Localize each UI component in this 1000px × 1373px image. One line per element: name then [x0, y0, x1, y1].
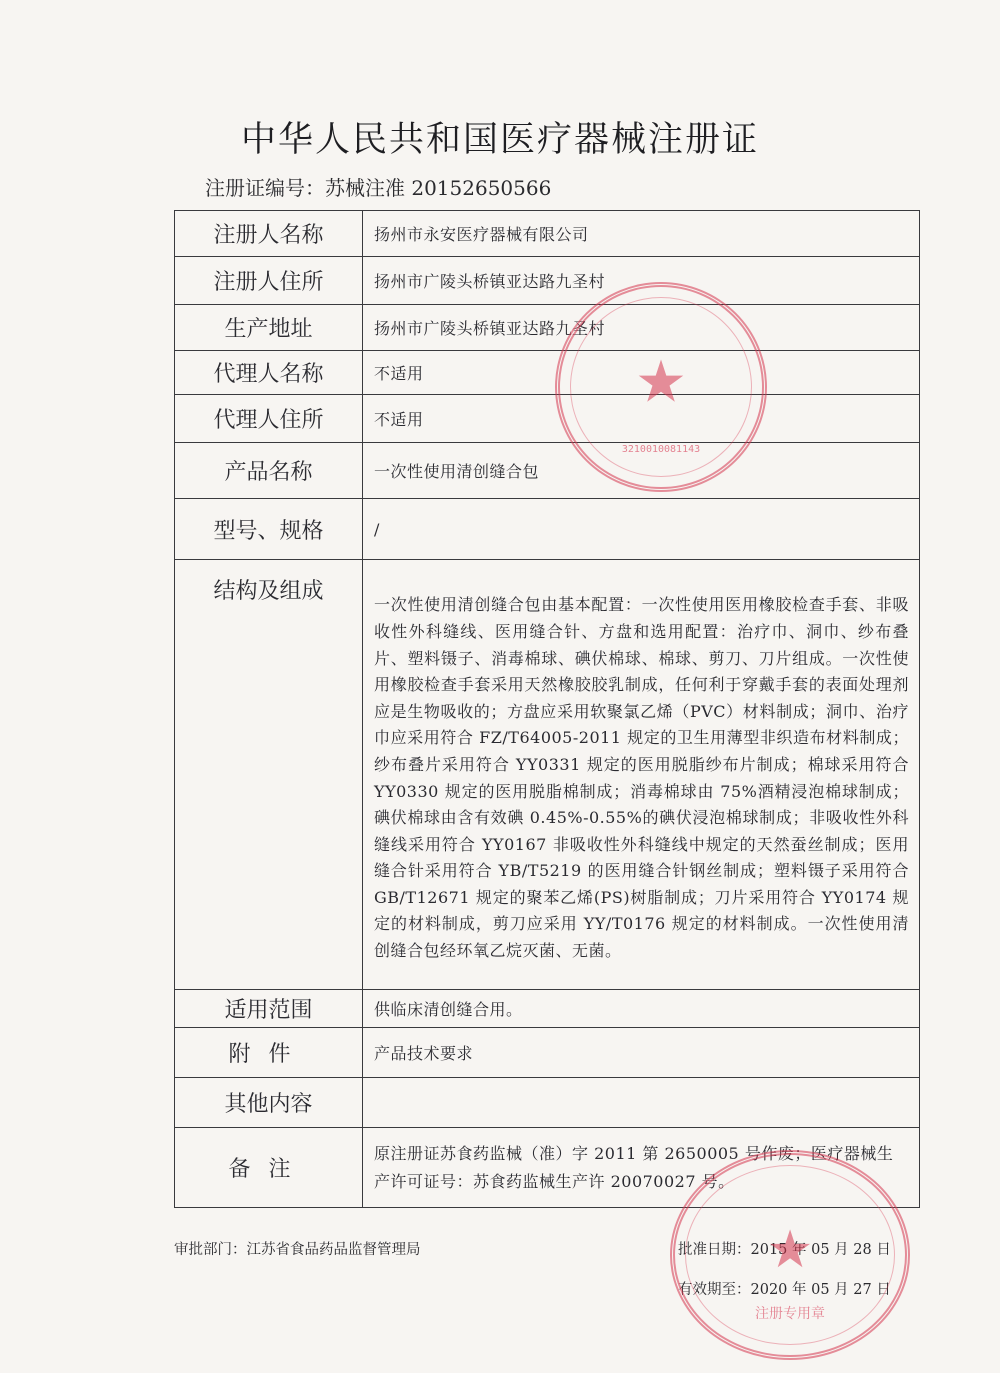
scope-value: 供临床清创缝合用。 — [363, 990, 920, 1028]
row-scope — [175, 990, 920, 1028]
star-icon: ★ — [635, 347, 687, 416]
row-product-name — [175, 443, 920, 499]
registrant-address-value: 扬州市广陵头桥镇亚达路九圣村 — [363, 257, 920, 305]
row-registrant-address — [175, 257, 920, 305]
agent-name-value: 不适用 — [363, 351, 920, 395]
product-name-value: 一次性使用清创缝合包 — [363, 443, 920, 499]
valid-until: 有效期至：2020 年 05 月 27 日 — [678, 1282, 891, 1298]
structure-value: 一次性使用清创缝合包由基本配置：一次性使用医用橡胶检查手套、非吸收性外科缝线、医用缝合针、方盘和选用配置：治疗巾、洞巾、纱布叠片、塑料镊子、消毒棉球、碘伏棉球、棉球、剪刀、刀片组成。一次性使用橡胶检查手套采用天然橡胶胶乳制成，任何利于穿戴手套的表面处理剂应是生物吸收的；方盘应采用软聚氯乙烯（PVC）材料制成；洞巾、治疗巾应采用符合 FZ/T64005-2011 规定的卫生用薄型非织造布材料制成；纱布叠片采用符合 YY0331 规定的医用脱脂纱布片制成；棉球采用符合 YY0330 规定的医用脱脂棉制成；消毒棉球由 75%酒精浸泡棉球制成；碘伏棉球由含有效碘 0.45%-0.55%的碘伏浸泡棉球制成；非吸收性外科缝线采用符合 YY0167 非吸收性外科缝线中规定的天然蚕丝制成；医用缝合针采用符合 YB/T5219 的医用缝合针钢丝制成；塑料镊子采用符合 GB/T12671 规定的聚苯乙烯(PS)树脂制成；刀片采用符合 YY0174 规定的材料制成，剪刀应采用 YY/T0176 规定的材料制成。一次性使用清创缝合包经环氧乙烷灭菌、无菌。 — [363, 560, 920, 990]
attachment-label: 附件 — [175, 1028, 363, 1078]
production-address-label: 生产地址 — [175, 305, 363, 351]
cert-number-label: 注册证编号： — [205, 176, 325, 200]
registration-seal-text: 注册专用章 — [755, 1306, 825, 1322]
approval-date: 批准日期：2015 年 05 月 28 日 — [678, 1242, 891, 1258]
row-other — [175, 1078, 920, 1128]
remarks-label: 备注 — [175, 1128, 363, 1208]
cert-number-value: 苏械注准 20152650566 — [325, 176, 552, 200]
production-address-value: 扬州市广陵头桥镇亚达路九圣村 — [363, 305, 920, 351]
row-agent-name — [175, 351, 920, 395]
document-title: 中华人民共和国医疗器械注册证 — [240, 120, 759, 160]
remarks-value: 原注册证苏食药监械（准）字 2011 第 2650005 号作废；医疗器械生产许可证号：苏食药监械生产许 20070027 号。 — [363, 1128, 920, 1208]
row-model-spec — [175, 499, 920, 560]
attachment-value: 产品技术要求 — [363, 1028, 920, 1078]
row-structure — [175, 560, 920, 990]
registrant-name-label: 注册人名称 — [175, 211, 363, 257]
approval-authority: 审批部门：江苏省食品药品监督管理局 — [174, 1242, 421, 1258]
registrant-name-value: 扬州市永安医疗器械有限公司 — [363, 211, 920, 257]
structure-label: 结构及组成 — [175, 560, 363, 990]
registrant-address-label: 注册人住所 — [175, 257, 363, 305]
cert-number — [205, 172, 551, 201]
registration-seal — [670, 1150, 910, 1360]
row-registrant-name — [175, 211, 920, 257]
row-attachment — [175, 1028, 920, 1078]
scope-label: 适用范围 — [175, 990, 363, 1028]
agent-name-label: 代理人名称 — [175, 351, 363, 395]
other-label: 其他内容 — [175, 1078, 363, 1128]
agent-address-label: 代理人住所 — [175, 395, 363, 443]
row-agent-address — [175, 395, 920, 443]
agent-address-value: 不适用 — [363, 395, 920, 443]
company-seal — [555, 282, 767, 492]
company-seal-code: 3210010081143 — [621, 444, 701, 455]
model-spec-label: 型号、规格 — [175, 499, 363, 560]
other-value — [363, 1078, 920, 1128]
row-production-address — [175, 305, 920, 351]
product-name-label: 产品名称 — [175, 443, 363, 499]
star-icon: ★ — [766, 1220, 814, 1281]
model-spec-value: / — [363, 499, 920, 560]
registration-table — [174, 210, 920, 1208]
